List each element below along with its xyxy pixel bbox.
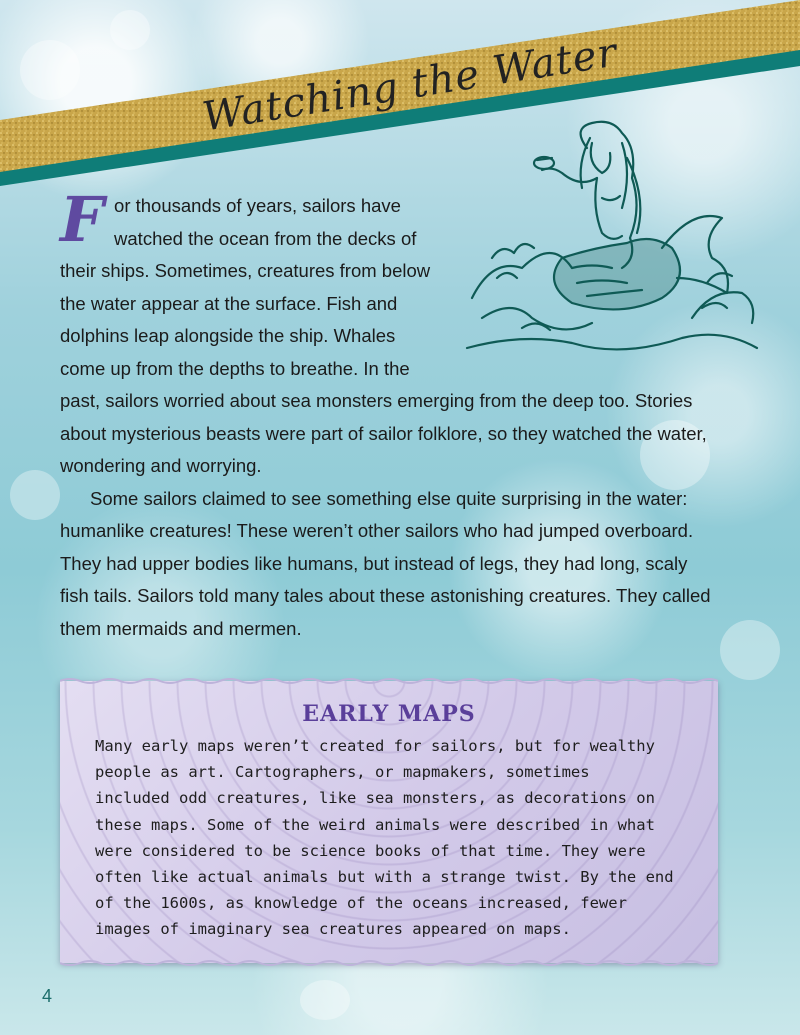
drop-cap: F bbox=[60, 183, 105, 256]
page-number: 4 bbox=[42, 986, 53, 1006]
bokeh-decoration bbox=[720, 620, 780, 680]
wavy-edge-top bbox=[60, 677, 718, 685]
sidebar-title: EARLY MAPS bbox=[302, 701, 476, 727]
intro-text: or thousands of years, sailors have watched the ocean from the decks of their ships. Sometimes, creatures from below the water appear at the surface. Fish and dolphins leap alongside the ship. Whales come up from the depths to breathe. In the bbox=[60, 195, 431, 379]
mermaid-illustration bbox=[462, 118, 762, 363]
intro-paragraph bbox=[60, 183, 440, 385]
second-paragraph: Some sailors claimed to see something else quite surprising in the water: humanlike creatures! These weren’t other sailors who had jumped overboard. They had upper bodies like humans, but instead of legs, they had long, scaly fish tails. Sailors told many tales about these astonishing creatures. They called them mermaids and mermen. bbox=[60, 487, 711, 639]
page-title: Watching the Water bbox=[199, 29, 621, 141]
intro-continued: past, sailors worried about sea monsters emerging from the deep too. Stories about mysterious beasts were part of sailor folklore, so they watched the water, wondering and worrying. bbox=[60, 390, 707, 476]
bokeh-decoration bbox=[10, 470, 60, 520]
sidebar-box bbox=[60, 681, 718, 963]
sidebar-text: Many early maps weren’t created for sailors, but for wealthy people as art. Cartographers, or mapmakers, sometimes included odd creatures, like sea monsters, as decorations on these maps. Some of the weird animals were described in what were considered to be science books of that time. They were often like actual animals but with a strange twist. By the end of the 1600s, as knowledge of the oceans increased, fewer images of imaginary sea creatures appeared on maps. bbox=[95, 737, 674, 939]
bokeh-decoration bbox=[300, 980, 350, 1020]
wavy-edge-bottom bbox=[60, 959, 718, 967]
